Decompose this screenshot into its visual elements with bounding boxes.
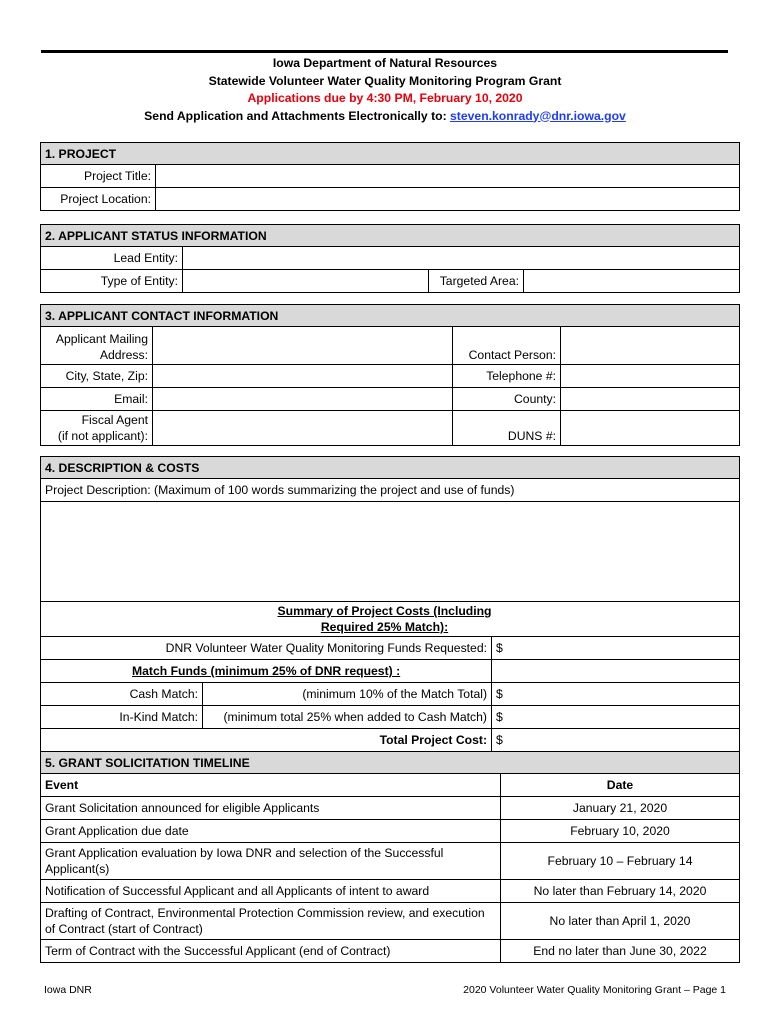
entity-type-field[interactable]	[183, 270, 429, 293]
timeline-row	[41, 940, 740, 963]
description-prompt: Project Description: (Maximum of 100 words summarizing the project and use of funds)	[41, 479, 740, 502]
email-label: Email:	[41, 388, 153, 411]
timeline-event-header: Event	[41, 774, 501, 797]
contact-person-label: Contact Person:	[453, 327, 561, 365]
dnr-funds-currency: $	[492, 637, 511, 660]
section-heading: 1. PROJECT	[41, 143, 740, 165]
section-contact	[40, 304, 740, 446]
footer-left: Iowa DNR	[44, 984, 92, 996]
timeline-row	[41, 843, 740, 880]
total-cost-currency: $	[492, 729, 511, 752]
description-field[interactable]	[41, 502, 740, 602]
dnr-funds-label: DNR Volunteer Water Quality Monitoring Funds Requested:	[41, 637, 492, 660]
cash-match-field[interactable]	[511, 683, 740, 706]
section-heading: 2. APPLICANT STATUS INFORMATION	[41, 225, 740, 247]
county-field[interactable]	[561, 388, 740, 411]
inkind-match-note: (minimum total 25% when added to Cash Match)	[203, 706, 492, 729]
county-label: County:	[453, 388, 561, 411]
inkind-match-currency: $	[492, 706, 511, 729]
contact-person-field[interactable]	[561, 327, 740, 365]
lead-entity-field[interactable]	[183, 247, 740, 270]
targeted-area-label: Targeted Area:	[429, 270, 524, 293]
fiscal-agent-label: Fiscal Agent (if not applicant):	[41, 411, 153, 446]
send-text: Send Application and Attachments Electronically to:	[144, 108, 447, 123]
timeline-date: February 10 – February 14	[501, 843, 740, 880]
project-title-label: Project Title:	[41, 165, 156, 188]
project-title-field[interactable]	[156, 165, 740, 188]
mailing-address-field[interactable]	[153, 327, 453, 365]
footer-right: 2020 Volunteer Water Quality Monitoring Grant – Page 1	[463, 984, 726, 996]
mailing-address-label: Applicant Mailing Address:	[41, 327, 153, 365]
dnr-funds-field[interactable]	[511, 637, 740, 660]
timeline-event: Grant Solicitation announced for eligible Applicants	[41, 797, 501, 820]
section-description-costs	[40, 456, 740, 752]
duns-label: DUNS #:	[453, 411, 561, 446]
inkind-match-label: In-Kind Match:	[41, 706, 203, 729]
timeline-date: No later than April 1, 2020	[501, 903, 740, 940]
deadline: Applications due by 4:30 PM, February 10, 2020	[247, 91, 523, 105]
cash-match-label: Cash Match:	[41, 683, 203, 706]
section-applicant-status	[40, 224, 740, 293]
entity-type-label: Type of Entity:	[41, 270, 183, 293]
send-instructions	[0, 108, 770, 126]
telephone-label: Telephone #:	[453, 365, 561, 388]
city-state-zip-field[interactable]	[153, 365, 453, 388]
section-heading: 3. APPLICANT CONTACT INFORMATION	[41, 305, 740, 327]
timeline-date-header: Date	[501, 774, 740, 797]
section-heading: 5. GRANT SOLICITATION TIMELINE	[41, 752, 740, 774]
timeline-row	[41, 880, 740, 903]
section-heading: 4. DESCRIPTION & COSTS	[41, 457, 740, 479]
timeline-date: February 10, 2020	[501, 820, 740, 843]
program-name: Statewide Volunteer Water Quality Monitoring Program Grant	[208, 73, 562, 88]
match-funds-heading: Match Funds (minimum 25% of DNR request) :	[41, 660, 492, 683]
document-header	[0, 55, 770, 125]
timeline-event: Drafting of Contract, Environmental Protection Commission review, and execution of Contract (start of Contract)	[41, 903, 501, 940]
cash-match-note: (minimum 10% of the Match Total)	[203, 683, 492, 706]
cash-match-currency: $	[492, 683, 511, 706]
targeted-area-field[interactable]	[524, 270, 740, 293]
timeline-row	[41, 797, 740, 820]
org-name: Iowa Department of Natural Resources	[272, 56, 498, 70]
total-cost-field[interactable]	[511, 729, 740, 752]
email-link[interactable]: steven.konrady@dnr.iowa.gov	[450, 108, 626, 123]
timeline-event: Grant Application due date	[41, 820, 501, 843]
timeline-event: Term of Contract with the Successful Applicant (end of Contract)	[41, 940, 501, 963]
timeline-date: No later than February 14, 2020	[501, 880, 740, 903]
city-state-zip-label: City, State, Zip:	[41, 365, 153, 388]
email-field[interactable]	[153, 388, 453, 411]
duns-field[interactable]	[561, 411, 740, 446]
section-project	[40, 142, 740, 211]
timeline-row	[41, 820, 740, 843]
timeline-event: Notification of Successful Applicant and all Applicants of intent to award	[41, 880, 501, 903]
timeline-date: End no later than June 30, 2022	[501, 940, 740, 963]
timeline-date: January 21, 2020	[501, 797, 740, 820]
lead-entity-label: Lead Entity:	[41, 247, 183, 270]
fiscal-agent-field[interactable]	[153, 411, 453, 446]
project-location-field[interactable]	[156, 188, 740, 211]
timeline-event: Grant Application evaluation by Iowa DNR and selection of the Successful Applicant(s)	[41, 843, 501, 880]
inkind-match-field[interactable]	[511, 706, 740, 729]
project-location-label: Project Location:	[41, 188, 156, 211]
section-timeline	[40, 751, 740, 963]
top-rule	[41, 50, 728, 53]
total-cost-label: Total Project Cost:	[41, 729, 492, 752]
cost-summary-heading: Summary of Project Costs (Including Required 25% Match):	[203, 602, 511, 637]
timeline-row	[41, 903, 740, 940]
telephone-field[interactable]	[561, 365, 740, 388]
